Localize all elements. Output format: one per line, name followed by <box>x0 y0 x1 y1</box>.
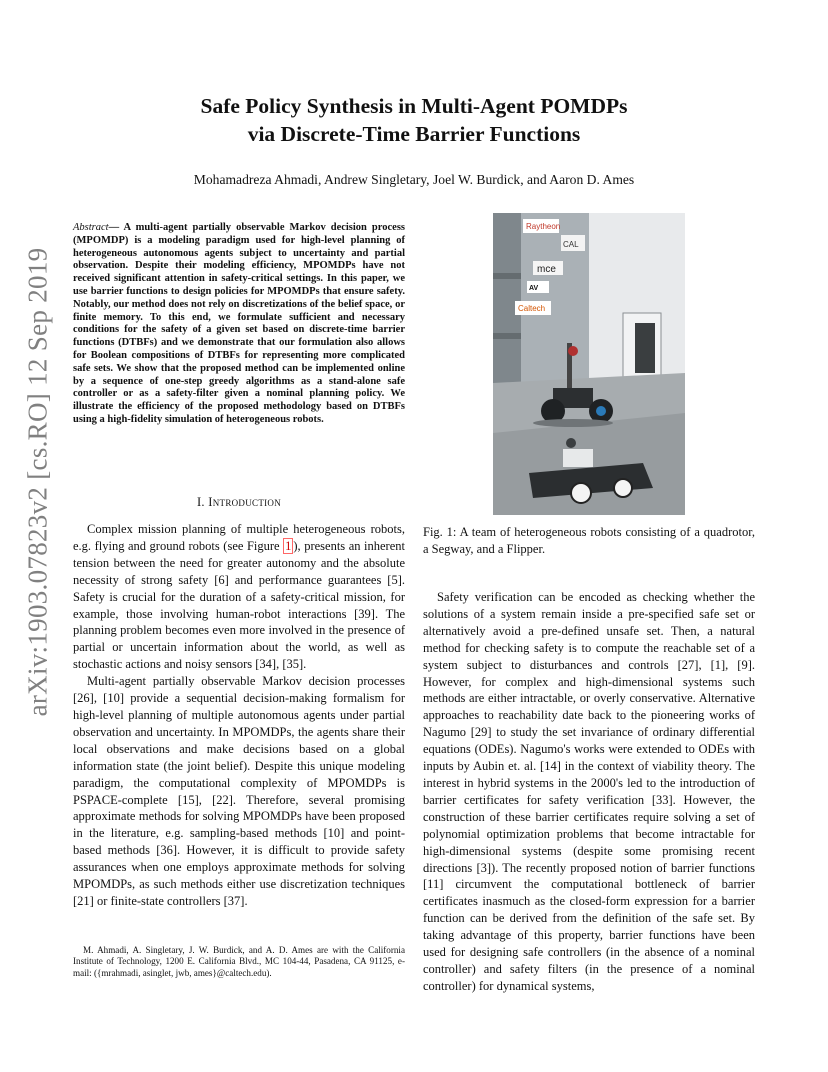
title-line-2: via Discrete-Time Barrier Functions <box>247 122 581 146</box>
intro-paragraph-2: Multi-agent partially observable Markov decision processes [26], [10] provide a sequential decision-making formalism for high-level planning of multiple autonomous agents under partial observation and uncertainty. In MPOMDPs, the agents share their local observations and make decisions based on a global information state (the joint belief). Despite this unique modeling paradigm, the computational complexity of MPOMDPs is PSPACE-complete [15], [22]. Therefore, several promising approximate methods for solving MPOMDPs have been proposed in the literature, e.g. sampling-based methods [10] and point-based methods [36]. However, it is difficult to provide safety assurances when one employs approximate methods for solving MPOMDPs, as such methods either use discretization techniques [21] or finite-state controllers [37]. <box>73 674 405 908</box>
section-heading-introduction <box>73 495 405 510</box>
robots-photo <box>493 213 685 515</box>
paper-title <box>0 92 828 148</box>
right-column-body <box>423 589 755 995</box>
intro-paragraph-1 <box>73 521 405 673</box>
sign-av: AV <box>529 285 539 292</box>
heading-text: I. Introduction <box>196 495 282 509</box>
right-paragraph-1: Safety verification can be encoded as checking whether the solutions of a system remain inside a pre-specified safe set or alternatively avoid a pre-defined unsafe set. Then, a natural method for checking safety is to compute the reachable set of a system subject to disturbances and controls [27], [1], [9]. However, for complex and high-dimensional systems such methods are either intractable, or overly conservative. Alternative approaches to reachability date back to the pioneering works of Nagumo [29] to study the set invariance of ordinary differential equations (ODEs). Nagumo's works were extended to ODEs with inputs by Aubin et. al. [14] in the context of viability theory. The interest in hybrid systems in the 2000's led to the introduction of barrier certificates for safety verification [33]. However, the construction of these barrier certificates require solving a set of polynomial optimization problems that become intractable for high-dimensional systems (despite some promising recent directions [3]). The recently proposed notion of barrier functions [11] circumvent the computational bottleneck of barrier certificates inasmuch as the closed-form expression for a barrier function can be derived from the definition of the safe set. By taking advantage of this property, barrier functions have been used for designing safe controllers (in the absence of a nominal controller) and safety filters (in the presence of a nominal controller) for dynamical systems, <box>423 590 755 993</box>
intro-p1-text-a: Complex mission planning of multiple heterogeneous robots, e.g. flying and ground robots (see Figure <box>73 522 405 553</box>
robots-illustration <box>493 213 685 515</box>
abstract-text: — A multi-agent partially observable Markov decision process (MPOMDP) is a modeling paradigm used for high-level planning of heterogeneous autonomous agents subject to uncertainty and partial observation. Despite their modeling efficiency, MPOMDPs have not received significant attention in safety-critical settings. In this paper, we use barrier functions to design policies for MPOMDPs that ensure safety. Notably, our method does not rely on discretizations of the belief space, or finite memory. To this end, we formulate sufficient and necessary conditions for the safety of a given set based on discrete-time barrier functions (DTBFs) and we demonstrate that our formulation also allows for Boolean compositions of DTBFs for representing more complicated safe sets. We show that the proposed method can be implemented online by a sequence of one-step greedy algorithms as a stand-alone safe controller or as a safety-filter given a nominal planning policy. We illustrate the efficiency of the proposed methodology based on DTBFs using a high-fidelity simulation of heterogeneous robots. <box>73 222 405 425</box>
introduction-body <box>73 521 405 910</box>
figure-1-link[interactable]: 1 <box>285 538 292 553</box>
sign-cal: CAL <box>563 240 579 249</box>
arxiv-sidebar <box>18 247 58 717</box>
sign-raytheon: Raytheon <box>526 222 561 231</box>
sign-caltech: Caltech <box>518 304 546 313</box>
arxiv-identifier: arXiv:1903.07823v2 [cs.RO] 12 Sep 2019 <box>22 247 53 717</box>
title-line-1: Safe Policy Synthesis in Multi-Agent POMDPs <box>200 94 628 118</box>
intro-p1-text-b: ), presents an inherent tension between the need for greater autonomy and the absolute necessity of strong safety [6] and performance guarantees [5]. Safety is crucial for the duration of a safety-critical mission, for example, those involving human-robot interactions [39]. The planning problem becomes even more involved in the presence of partial or uncertain information about the world, as well as stochastic actions and noisy sensors [34], [35]. <box>73 538 405 672</box>
abstract <box>73 222 405 427</box>
abstract-lead: Abstract <box>73 222 109 233</box>
figure-caption: Fig. 1: A team of heterogeneous robots consisting of a quadrotor, a Segway, and a Flipper. <box>423 525 755 556</box>
author-list: Mohamadreza Ahmadi, Andrew Singletary, Joel W. Burdick, and Aaron D. Ames <box>193 172 635 187</box>
affiliation-footnote: M. Ahmadi, A. Singletary, J. W. Burdick, and A. D. Ames are with the California Institute of Technology, 1200 E. California Blvd., MC 104-44, Pasadena, CA 91125, e-mail: ({mrahmadi, asinglet, jwb, ames}@caltech.edu). <box>73 945 405 978</box>
sign-mce: mce <box>537 264 556 275</box>
